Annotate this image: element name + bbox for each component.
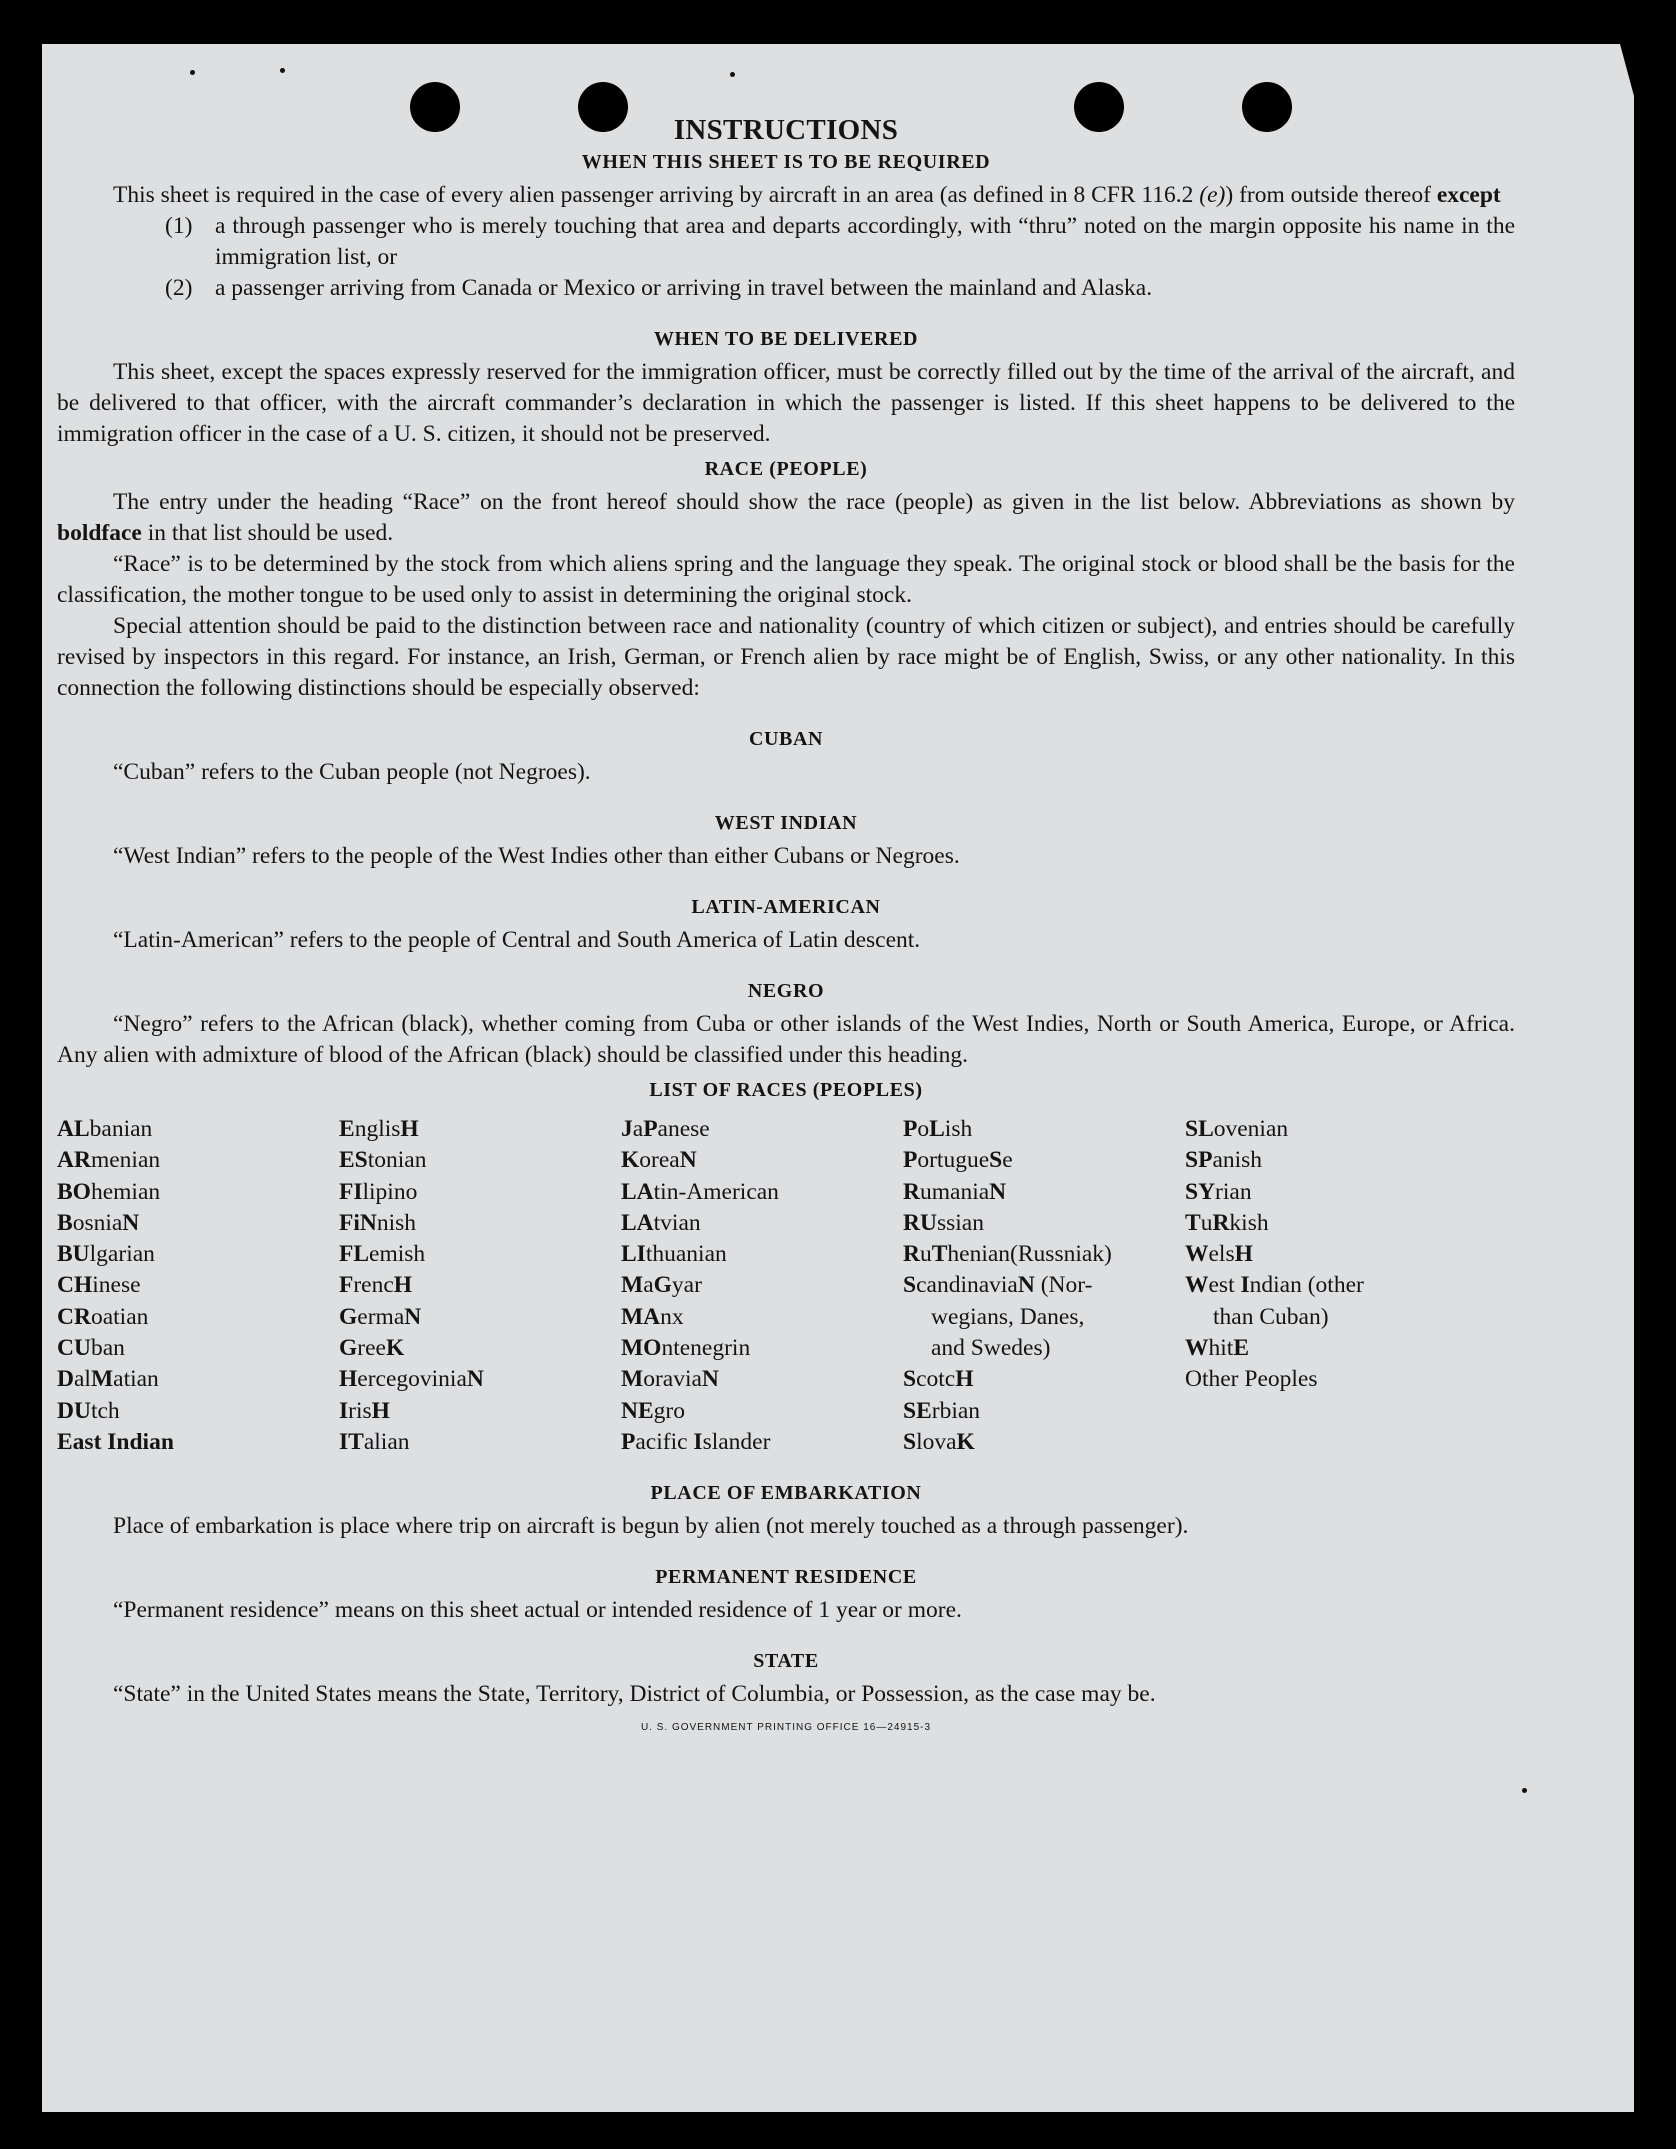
races-column xyxy=(1185,1114,1475,1458)
race-entry: BosniaN xyxy=(57,1209,140,1236)
race-entry: Other Peoples xyxy=(1185,1366,1318,1393)
race-entry: GreeK xyxy=(339,1335,405,1362)
speck xyxy=(730,72,735,77)
races-column xyxy=(903,1114,1185,1458)
folded-corner xyxy=(1620,44,1634,96)
race-entry: ScandinaviaN (Nor- xyxy=(903,1272,1093,1299)
page-title: INSTRUCTIONS xyxy=(673,114,899,146)
race-entry: WelsH xyxy=(1185,1241,1253,1268)
speck xyxy=(1522,1788,1527,1793)
races-column xyxy=(621,1114,903,1458)
race-entry: than Cuban) xyxy=(1213,1303,1329,1330)
race-entry: ScotcH xyxy=(903,1366,974,1393)
heading-negro: NEGRO xyxy=(747,980,825,1002)
race-entry: CRoatian xyxy=(57,1303,149,1330)
heading-permanent-residence: PERMANENT RESIDENCE xyxy=(655,1566,917,1589)
race-entry: FLemish xyxy=(339,1241,426,1268)
heading-embarkation: PLACE OF EMBARKATION xyxy=(650,1482,922,1505)
race-entry: SYrian xyxy=(1185,1178,1252,1205)
cuban-text: “Cuban” refers to the Cuban people (not Negroes). xyxy=(113,759,591,785)
when-delivered-text: This sheet, except the spaces expressly reserved for the immigration officer, must be correctly filled out by the time of the arrival of the aircraft, and be delivered to that officer, with the aircraft commander’s declaration in which the passenger is listed. If this sheet happens to be delivered to the immigration officer in the case of a U. S. citizen, it should not be preserved. xyxy=(57,359,1515,447)
race-entry: KoreaN xyxy=(621,1147,697,1174)
printing-office-footer: U. S. GOVERNMENT PRINTING OFFICE 16—24915-3 xyxy=(640,1722,932,1734)
race-entry: FIlipino xyxy=(339,1178,418,1205)
race-entry: SLovenian xyxy=(1185,1116,1289,1142)
embarkation-text: Place of embarkation is place where trip on aircraft is begun by alien (not merely touched as a through passenger). xyxy=(113,1513,1189,1540)
heading-race: RACE (PEOPLE) xyxy=(704,458,868,480)
race-entry: PoLish xyxy=(903,1116,973,1142)
instructions-body xyxy=(57,114,1515,1733)
state-text: “State” in the United States means the State, Territory, District of Columbia, or Possession, as the case may be. xyxy=(113,1681,1156,1708)
when-required-intro: This sheet is required in the case of every alien passenger arriving by aircraft in an area (as defined in 8 CFR 116.2 (e)) from outside thereof except xyxy=(113,182,1501,208)
race-entry: ALbanian xyxy=(57,1116,153,1142)
race-entry: CHinese xyxy=(57,1272,141,1299)
race-entry: RuThenian(Russniak) xyxy=(903,1241,1112,1268)
race-entry: and Swedes) xyxy=(931,1335,1051,1362)
permanent-residence-text: “Permanent residence” means on this sheet actual or intended residence of 1 year or more. xyxy=(113,1597,962,1624)
heading-state: STATE xyxy=(753,1650,819,1673)
race-entry: MaGyar xyxy=(621,1272,702,1299)
speck xyxy=(280,68,285,73)
race-entry: WhitE xyxy=(1185,1335,1249,1362)
race-entry: DUtch xyxy=(57,1397,120,1424)
race-entry: BUlgarian xyxy=(57,1241,155,1268)
race-entry: LAtvian xyxy=(621,1209,701,1236)
race-entry: EStonian xyxy=(339,1147,427,1174)
race-entry: DalMatian xyxy=(57,1366,159,1393)
race-entry: BOhemian xyxy=(57,1178,161,1205)
heading-west-indian: WEST INDIAN xyxy=(714,812,858,834)
latin-american-text: “Latin-American” refers to the people of Central and South America of Latin descent. xyxy=(113,927,921,953)
race-entry: SErbian xyxy=(903,1397,981,1424)
race-entry: GermaN xyxy=(339,1303,422,1330)
race-entry: West Indian (other xyxy=(1185,1272,1364,1299)
race-para-3: Special attention should be paid to the distinction between race and nationality (country of which citizen or subject), and entries should be carefully revised by inspectors in this regard. For instance, an Irish, German, or French alien by race might be of English, Swiss, or any other nationality. In this connection the following distinctions should be especially observed: xyxy=(57,613,1515,701)
race-entry: MoraviaN xyxy=(621,1366,719,1393)
race-entry: SlovaK xyxy=(903,1428,975,1455)
race-entry: IrisH xyxy=(339,1397,390,1424)
speck xyxy=(190,70,195,75)
race-entry: LIthuanian xyxy=(621,1241,727,1268)
heading-latin-american: LATIN-AMERICAN xyxy=(691,896,881,918)
race-entry: wegians, Danes, xyxy=(931,1303,1085,1330)
race-para-1: The entry under the heading “Race” on the front hereof should show the race (people) as given in the list below. Abbreviations as shown by boldface in that list should be used. xyxy=(57,489,1515,546)
heading-when-delivered: WHEN TO BE DELIVERED xyxy=(653,328,919,350)
race-entry: JaPanese xyxy=(621,1116,710,1142)
exception-item-1: (1) a through passenger who is merely touching that area and departs accordingly, with “thru” noted on the margin opposite his name in the immigration list, or xyxy=(165,213,1515,270)
race-entry: PortugueSe xyxy=(903,1147,1013,1174)
race-entry: EnglisH xyxy=(339,1116,419,1142)
race-entry: MAnx xyxy=(621,1303,684,1330)
race-entry: NEgro xyxy=(621,1397,685,1424)
race-entry: HercegoviniaN xyxy=(339,1366,484,1393)
races-column xyxy=(339,1114,621,1458)
document-sheet xyxy=(42,44,1634,2112)
races-column xyxy=(57,1114,339,1458)
exception-item-2: (2) a passenger arriving from Canada or Mexico or arriving in travel between the mainland and Alaska. xyxy=(165,275,1153,301)
heading-list-of-races: LIST OF RACES (PEOPLES) xyxy=(649,1079,923,1101)
race-entry: Pacific Islander xyxy=(621,1428,771,1455)
race-entry: SPanish xyxy=(1185,1147,1263,1174)
race-entry: RumaniaN xyxy=(903,1178,1007,1205)
heading-when-required: WHEN THIS SHEET IS TO BE REQUIRED xyxy=(581,151,991,173)
races-list xyxy=(57,1114,1515,1458)
race-para-2: “Race” is to be determined by the stock from which aliens spring and the language they speak. The original stock or blood shall be the basis for the classification, the mother tongue to be used only to assist in determining the original stock. xyxy=(57,551,1515,608)
race-entry: CUban xyxy=(57,1335,125,1362)
heading-cuban: CUBAN xyxy=(748,728,824,750)
race-entry: ARmenian xyxy=(57,1147,161,1174)
race-entry: ITalian xyxy=(339,1428,410,1455)
negro-text: “Negro” refers to the African (black), whether coming from Cuba or other islands of the West Indies, North or South America, Europe, or Africa. Any alien with admixture of blood of the African (black) should be classified under this heading. xyxy=(57,1011,1515,1068)
race-entry: East Indian xyxy=(57,1428,174,1455)
race-entry: MOntenegrin xyxy=(621,1335,751,1362)
race-entry: FrencH xyxy=(339,1272,413,1299)
race-entry: LAtin-American xyxy=(621,1178,779,1205)
race-entry: FiNnish xyxy=(339,1209,417,1236)
race-entry: TuRkish xyxy=(1185,1209,1269,1236)
race-entry: RUssian xyxy=(903,1209,984,1236)
west-indian-text: “West Indian” refers to the people of the West Indies other than either Cubans or Negroes. xyxy=(113,843,960,869)
